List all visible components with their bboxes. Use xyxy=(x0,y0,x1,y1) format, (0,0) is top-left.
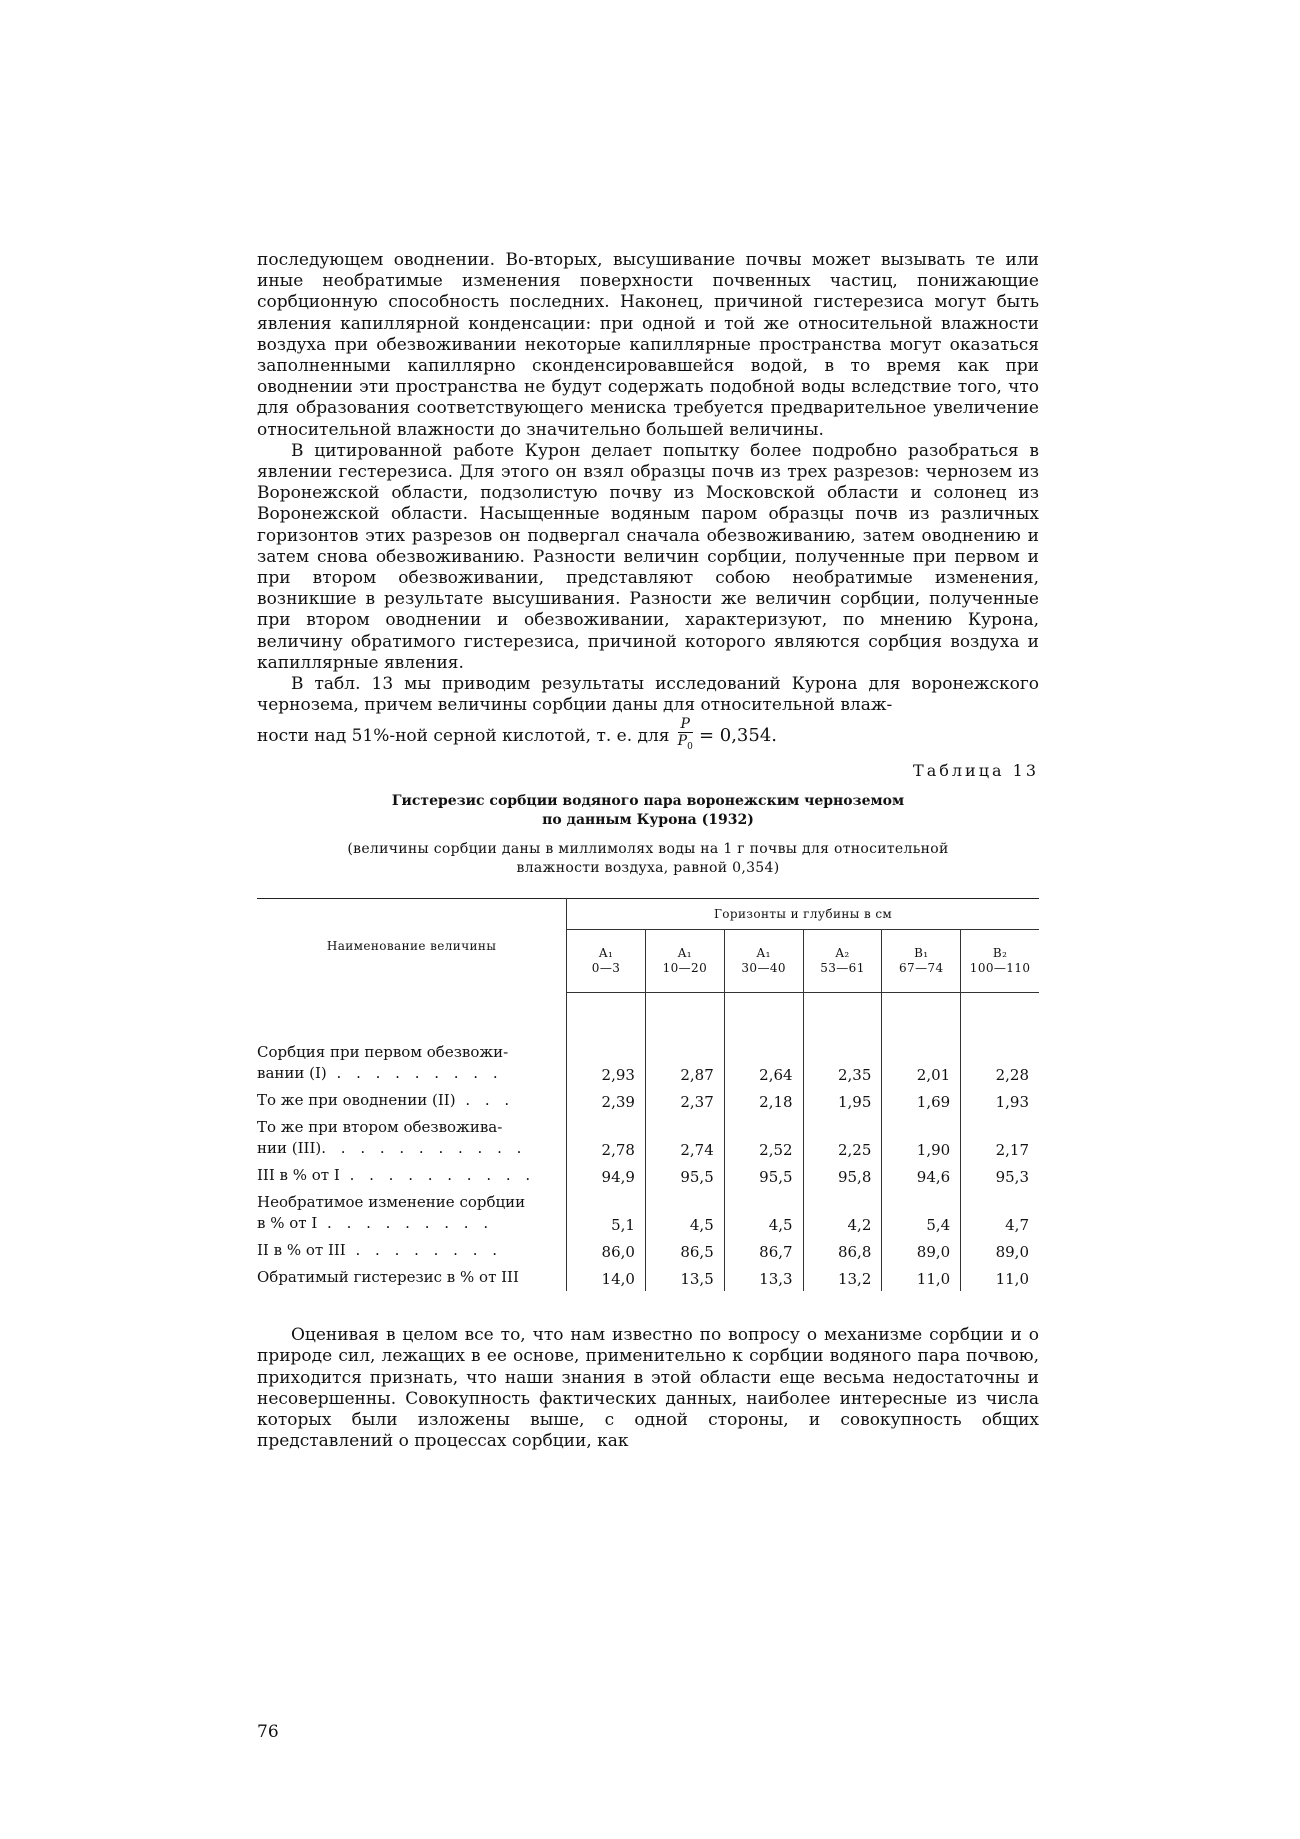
paragraph-2: В цитированной работе Курон делает попытку более подробно разобраться в явлении гестерезиса. Для этого он взял образцы почв из трех разрезов: чернозем из Воронежской области, подзолистую почву из Московской области и солонец из Воронежской области. Насыщенные водяным паром образцы почв из различных горизонтов этих разрезов он подвергал сначала обезвоживанию, затем оводнению и затем снова обезвоживанию. Разности величин сорбции, полученные при первом и при втором обезвоживании, представляют собою необратимые изменения, возникшие в результате высушивания. Разности же величин сорбции, полученные при втором оводнении и обезвоживании, характеризуют, по мнению Курона, величину обратимого гистерезиса, причиной которого являются сорбция воздуха и капиллярные явления. xyxy=(257,440,1039,673)
row-header: Наименование величины xyxy=(257,899,567,993)
row-label: III в % от I . . . . . . . . . . xyxy=(257,1162,567,1189)
table-cell: 2,93 xyxy=(567,1039,646,1087)
table-note-line-1: (величины сорбции даны в миллимолях воды на 1 г почвы для относительной xyxy=(347,841,949,858)
table-cell: 95,3 xyxy=(961,1162,1039,1189)
row-label: То же при втором обезвожива- нии (III). . . . . . . . . . . xyxy=(257,1114,567,1162)
paragraph-3-end: ности над 51%-ной серной кислотой, т. е. для xyxy=(257,725,670,746)
table-row xyxy=(257,1087,1039,1114)
fraction-denominator: $P_0$ xyxy=(677,733,693,753)
table-row xyxy=(257,1264,1039,1291)
table-cell: 86,0 xyxy=(567,1237,646,1264)
table-row xyxy=(257,1237,1039,1264)
table-cell: 5,4 xyxy=(882,1189,961,1237)
table-cell: 2,39 xyxy=(567,1087,646,1114)
horizon-header: A₁ 0—3 xyxy=(567,930,646,993)
table-cell: 2,28 xyxy=(961,1039,1039,1087)
table-cell: 4,5 xyxy=(724,1189,803,1237)
row-label: Сорбция при первом обезвожи- вании (I) . . . . . . . . . xyxy=(257,1039,567,1087)
table-cell: 14,0 xyxy=(567,1264,646,1291)
table-cell: 2,35 xyxy=(803,1039,882,1087)
table-cell: 1,69 xyxy=(882,1087,961,1114)
horizon-header: A₁ 10—20 xyxy=(645,930,724,993)
paragraph-3: В табл. 13 мы приводим результаты исследований Курона для воронежского чернозема, причем величины сорбции даны для относительной влаж- xyxy=(257,674,1039,716)
row-label: Необратимое изменение сорбции в % от I . . . . . . . . . xyxy=(257,1189,567,1237)
table-cell: 94,9 xyxy=(567,1162,646,1189)
table-cell: 2,18 xyxy=(724,1087,803,1114)
formula-value: = 0,354. xyxy=(698,725,777,747)
table-title xyxy=(257,792,1039,830)
table-cell: 2,01 xyxy=(882,1039,961,1087)
table-cell: 2,78 xyxy=(567,1114,646,1162)
table-cell: 2,87 xyxy=(645,1039,724,1087)
table-cell: 11,0 xyxy=(882,1264,961,1291)
formula-line xyxy=(257,716,1039,755)
table-cell: 5,1 xyxy=(567,1189,646,1237)
page-number: 76 xyxy=(257,1722,279,1742)
table-cell: 13,2 xyxy=(803,1264,882,1291)
horizons-group-header: Горизонты и глубины в см xyxy=(567,899,1039,930)
hysteresis-table xyxy=(257,898,1039,1291)
table-cell: 89,0 xyxy=(882,1237,961,1264)
table-note-line-2: влажности воздуха, равной 0,354) xyxy=(516,860,780,877)
horizon-header: B₂ 100—110 xyxy=(961,930,1039,993)
table-title-line-2: по данным Курона (1932) xyxy=(542,812,754,829)
table-cell: 2,52 xyxy=(724,1114,803,1162)
table-row xyxy=(257,1039,1039,1087)
horizon-header: A₁ 30—40 xyxy=(724,930,803,993)
table-cell: 2,74 xyxy=(645,1114,724,1162)
table-cell: 95,5 xyxy=(724,1162,803,1189)
table-cell: 2,64 xyxy=(724,1039,803,1087)
row-label: Обратимый гистерезис в % от III xyxy=(257,1264,567,1291)
table-cell: 13,5 xyxy=(645,1264,724,1291)
pressure-ratio-fraction xyxy=(678,716,693,755)
closing-paragraph: Оценивая в целом все то, что нам известно по вопросу о механизме сорбции и о природе сил, лежащих в ее основе, применительно к сорбции водяного пара почвою, приходится признать, что наши знания в этой области еще весьма недостаточны и несовершенны. Совокупность фактических данных, наиболее интересные из числа которых были изложены выше, с одной стороны, и совокупность общих представлений о процессах сорбции, как xyxy=(257,1325,1039,1452)
table-cell: 4,7 xyxy=(961,1189,1039,1237)
table-cell: 2,17 xyxy=(961,1114,1039,1162)
table-label: Таблица 13 xyxy=(913,761,1039,781)
table-cell: 2,25 xyxy=(803,1114,882,1162)
table-cell: 94,6 xyxy=(882,1162,961,1189)
table-cell: 2,37 xyxy=(645,1087,724,1114)
table-row xyxy=(257,1162,1039,1189)
table-cell: 13,3 xyxy=(724,1264,803,1291)
table-title-line-1: Гистерезис сорбции водяного пара воронежским черноземом xyxy=(391,793,905,810)
table-cell: 89,0 xyxy=(961,1237,1039,1264)
table-cell: 86,8 xyxy=(803,1237,882,1264)
table-cell: 86,5 xyxy=(645,1237,724,1264)
text-column xyxy=(257,250,1039,1452)
paragraph-1: последующем оводнении. Во-вторых, высушивание почвы может вызывать те или иные необратимые изменения поверхности почвенных частиц, понижающие сорбционную способность последних. Наконец, причиной гистерезиса могут быть явления капиллярной конденсации: при одной и той же относительной влажности воздуха при обезвоживании некоторые капиллярные пространства могут оказаться заполненными капиллярно сконденсировавшейся водой, в то время как при оводнении эти пространства не будут содержать подобной воды вследствие того, что для образования соответствующего мениска требуется предварительное увеличение относительной влажности до значительно большей величины. xyxy=(257,250,1039,440)
table-cell: 95,8 xyxy=(803,1162,882,1189)
horizon-header: B₁ 67—74 xyxy=(882,930,961,993)
row-label: То же при оводнении (II) . . . xyxy=(257,1087,567,1114)
table-row xyxy=(257,1189,1039,1237)
table-row xyxy=(257,1114,1039,1162)
table-cell: 1,95 xyxy=(803,1087,882,1114)
table-cell: 11,0 xyxy=(961,1264,1039,1291)
table-cell: 4,5 xyxy=(645,1189,724,1237)
table-spacer-row xyxy=(257,993,1039,1040)
table-cell: 1,90 xyxy=(882,1114,961,1162)
table-cell: 95,5 xyxy=(645,1162,724,1189)
row-label: II в % от III . . . . . . . . xyxy=(257,1237,567,1264)
table-note xyxy=(257,840,1039,878)
table-cell: 1,93 xyxy=(961,1087,1039,1114)
fraction-numerator: P xyxy=(678,716,693,733)
horizon-header: A₂ 53—61 xyxy=(803,930,882,993)
table-cell: 4,2 xyxy=(803,1189,882,1237)
table-cell: 86,7 xyxy=(724,1237,803,1264)
